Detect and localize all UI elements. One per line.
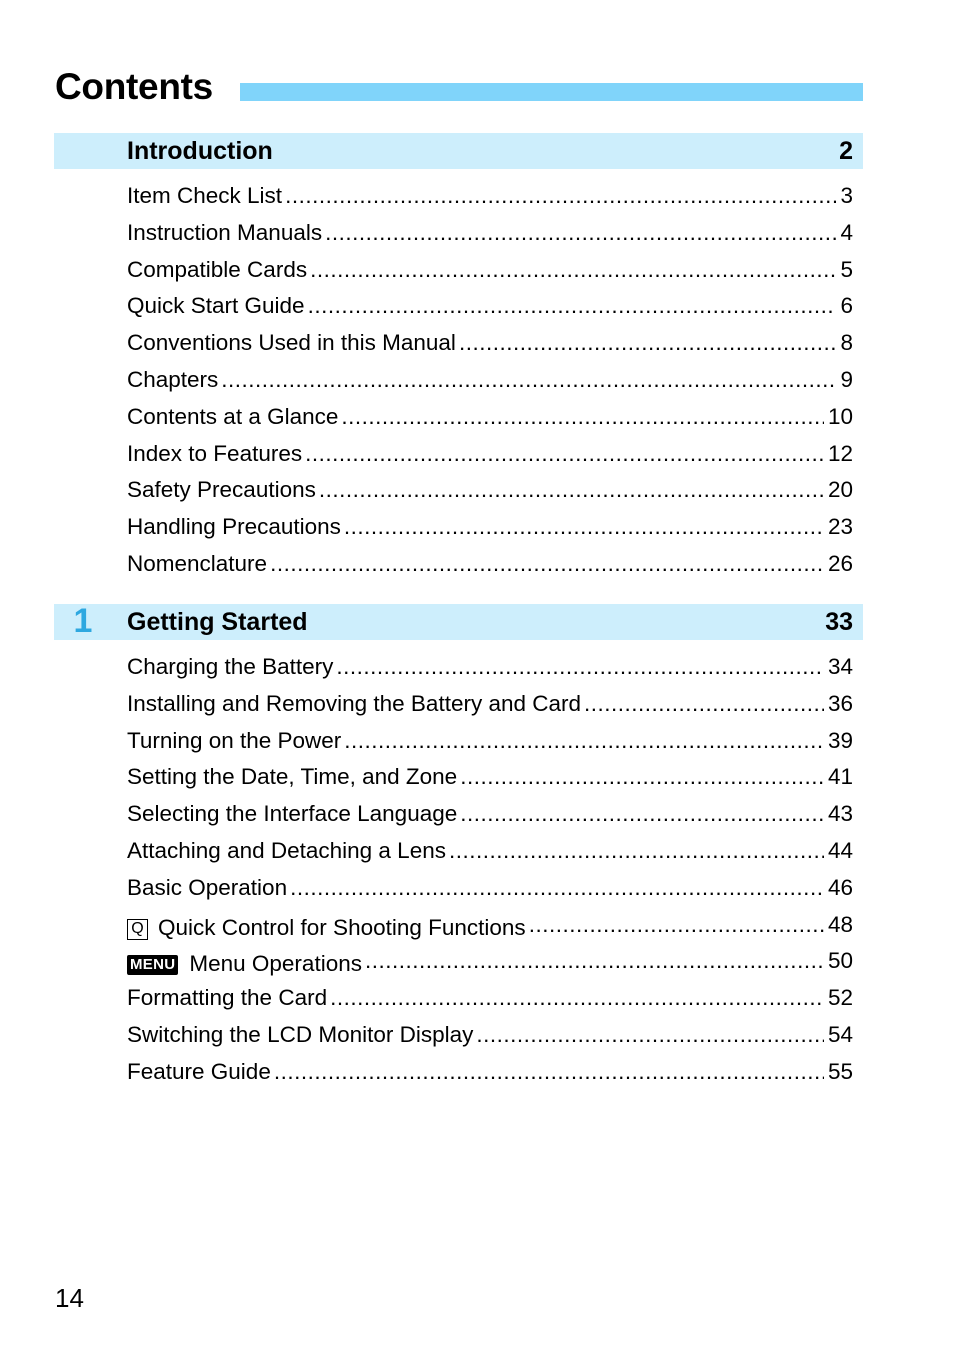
toc-entry[interactable] (127, 723, 853, 760)
toc-entry-label (127, 946, 362, 980)
toc-entry[interactable] (127, 288, 853, 325)
dot-leader (449, 833, 824, 870)
toc-entry-page-number: 34 (827, 654, 853, 679)
toc-entry-text: Nomenclature (127, 550, 268, 576)
page-title: Contents (55, 66, 213, 107)
quick-control-icon: Q (127, 919, 148, 940)
dot-leader (344, 509, 824, 546)
toc-entry-text: Item Check List (127, 183, 283, 208)
toc-entry-text: Safety Precautions (127, 477, 316, 503)
toc-entry[interactable] (127, 362, 853, 399)
toc-entry-label (127, 980, 327, 1017)
toc-entry-page-number: 26 (827, 550, 853, 576)
toc-entry-label (127, 362, 218, 399)
toc-entry-page-number: 36 (827, 690, 853, 716)
toc-entry-text: Switching the LCD Monitor Display (127, 1021, 474, 1047)
toc-entry-label (127, 325, 456, 362)
toc-entry[interactable] (127, 686, 853, 723)
toc-entry-text: Quick Start Guide (127, 293, 305, 319)
section-header[interactable] (54, 604, 863, 640)
toc-entry-text: Feature Guide (127, 1058, 271, 1084)
toc-entry-page-number: 12 (827, 440, 853, 466)
toc-entry[interactable] (127, 833, 853, 870)
toc-entry[interactable] (127, 252, 853, 289)
toc-entry-page-number: 50 (827, 948, 853, 974)
toc-entry-page-number: 48 (827, 911, 853, 937)
toc-entry-list (127, 178, 853, 583)
dot-leader (344, 723, 824, 760)
menu-button-icon: MENU (127, 955, 178, 975)
toc-entry-page-number: 9 (840, 366, 853, 392)
toc-entry-text: Attaching and Detaching a Lens (127, 837, 446, 863)
dot-leader (221, 362, 836, 399)
toc-entry-text: Selecting the Interface Language (127, 801, 458, 827)
toc-entry-page-number: 10 (827, 403, 853, 429)
toc-entry-page-number: 41 (827, 764, 853, 790)
toc-entry-text: Index to Features (127, 440, 303, 466)
toc-entry-text: Setting the Date, Time, and Zone (127, 764, 458, 790)
toc-entry[interactable] (127, 215, 853, 252)
toc-entry-page-number: 6 (840, 293, 853, 319)
toc-entry[interactable] (127, 472, 853, 509)
section-header[interactable] (54, 133, 863, 169)
dot-leader (529, 907, 824, 944)
toc-entry-page-number: 52 (827, 985, 853, 1011)
toc-entry-text: Handling Precautions (127, 514, 341, 540)
toc-entry-text: Instruction Manuals (127, 219, 323, 245)
toc-entry[interactable] (127, 980, 853, 1017)
toc-entry-page-number: 5 (840, 256, 853, 282)
toc-entry-text: Formatting the Card (127, 985, 328, 1011)
toc-entry[interactable] (127, 178, 853, 215)
toc-entry-label (127, 796, 457, 833)
toc-entry-label (127, 399, 338, 436)
toc-entry-text: Basic Operation (127, 874, 288, 900)
toc-entry-page-number: 23 (827, 514, 853, 540)
toc-entry-text: Conventions Used in this Manual (127, 330, 456, 356)
toc-entry[interactable] (127, 796, 853, 833)
toc-entry-label (127, 649, 333, 686)
dot-leader (459, 325, 837, 362)
toc-entry-page-number: 46 (827, 874, 853, 900)
dot-leader (308, 288, 837, 325)
toc-entry[interactable] (127, 943, 853, 980)
section-page-number: 2 (839, 137, 853, 165)
toc-entry-page-number: 8 (840, 330, 853, 356)
toc-entry-label (127, 252, 307, 289)
toc-entry-label (127, 910, 526, 944)
toc-entry-label (127, 1017, 473, 1054)
toc-entry-label (127, 870, 287, 907)
dot-leader (325, 215, 836, 252)
toc-entry[interactable] (127, 649, 853, 686)
page-number: 14 (55, 1283, 84, 1313)
toc-entry-page-number: 54 (827, 1021, 853, 1047)
toc-section (54, 604, 863, 1091)
dot-leader (365, 943, 824, 980)
toc-entry-text: Charging the Battery (127, 654, 334, 679)
toc-entry-page-number: 55 (827, 1058, 853, 1084)
toc-entry-list (127, 649, 853, 1091)
section-page-number: 33 (825, 608, 853, 636)
toc-entry-text: Compatible Cards (127, 256, 308, 282)
toc-entry-label (127, 472, 316, 509)
toc-entry[interactable] (127, 436, 853, 473)
toc-entry-label (127, 686, 581, 723)
dot-leader (310, 252, 836, 289)
toc-entry[interactable] (127, 1054, 853, 1091)
toc-entry-text: Menu Operations (189, 950, 362, 976)
dot-leader (270, 546, 824, 583)
toc-entry-page-number: 43 (827, 801, 853, 827)
toc-entry-page-number: 3 (840, 183, 853, 208)
dot-leader (319, 472, 824, 509)
section-title: Introduction (127, 137, 273, 165)
contents-heading (55, 62, 863, 112)
dot-leader (290, 870, 824, 907)
toc-entry-label (127, 178, 282, 215)
toc-entry-label (127, 759, 457, 796)
dot-leader (330, 980, 824, 1017)
toc-entry-text: Chapters (127, 366, 219, 392)
toc-entry[interactable] (127, 759, 853, 796)
dot-leader (336, 649, 824, 686)
toc-entry-text: Turning on the Power (127, 727, 342, 753)
toc-entry-label (127, 509, 341, 546)
chapter-number: 1 (73, 602, 93, 640)
dot-leader (584, 686, 824, 723)
toc-entry-page-number: 4 (840, 219, 853, 245)
toc-entry[interactable] (127, 325, 853, 362)
dot-leader (305, 436, 824, 473)
toc-entry[interactable] (127, 546, 853, 583)
toc-entry-text: Contents at a Glance (127, 403, 339, 429)
dot-leader (460, 796, 824, 833)
dot-leader (274, 1054, 824, 1091)
toc-entry-label (127, 1054, 271, 1091)
title-decoration-bar (240, 83, 863, 101)
toc-section (54, 133, 863, 583)
section-title: Getting Started (127, 608, 308, 636)
toc-entry[interactable] (127, 399, 853, 436)
toc-entry[interactable] (127, 907, 853, 944)
toc-entry-label (127, 436, 302, 473)
toc-entry[interactable] (127, 870, 853, 907)
toc-entry-page-number: 20 (827, 477, 853, 503)
toc-entry-text: Quick Control for Shooting Functions (158, 914, 526, 940)
toc-entry-label (127, 723, 341, 760)
toc-entry[interactable] (127, 509, 853, 546)
dot-leader (341, 399, 824, 436)
toc-entry-page-number: 39 (827, 727, 853, 753)
toc-entry[interactable] (127, 1017, 853, 1054)
dot-leader (460, 759, 824, 796)
toc-entry-label (127, 215, 322, 252)
dot-leader (285, 178, 836, 215)
toc-entry-label (127, 288, 305, 325)
toc-entry-label (127, 833, 446, 870)
dot-leader (476, 1017, 824, 1054)
toc-entry-label (127, 546, 267, 583)
toc-entry-page-number: 44 (827, 837, 853, 863)
toc-entry-text: Installing and Removing the Battery and Card (127, 690, 582, 716)
